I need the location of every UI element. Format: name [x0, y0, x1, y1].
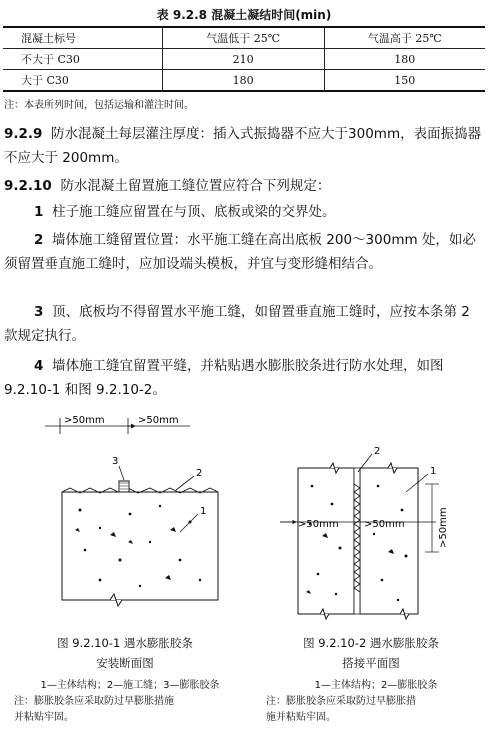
section-number: 9.2.9 [4, 126, 43, 142]
concrete-texture [75, 505, 201, 587]
item-number: 2 [34, 232, 44, 248]
table-header-cell: 混凝土标号 [3, 27, 162, 49]
item-text: 墙体施工缝留置位置：水平施工缝在高出底板 200～300mm 处，如必须留置垂直施工缝时，应加设端头模板，并宜与变形缝相结合。 [4, 232, 476, 272]
caption-line: 图 9.2.10-1 遇水膨胀胶条 [57, 636, 193, 650]
section-9-2-9 [4, 122, 486, 170]
figure-1-legend [14, 678, 246, 726]
list-item [4, 200, 486, 224]
legend-line: 1—主体结构；2—施工缝；3—膨胀胶条 [40, 680, 220, 691]
table-note: 注：本表所列时间，包括运输和灌注时间。 [4, 100, 194, 111]
dim-label-left: >50mm [64, 415, 105, 426]
list-item [4, 300, 486, 348]
item-number: 3 [34, 304, 44, 320]
dim-label-left: >50mm [298, 519, 339, 530]
item-number: 4 [34, 358, 44, 374]
item-text: 柱子施工缝应留置在与顶、底板或梁的交界处。 [52, 204, 336, 220]
label-1: 1 [200, 506, 207, 517]
setting-time-table [3, 26, 485, 92]
item-text: 顶、底板均不得留置水平施工缝，如留置垂直施工缝时，应按本条第 2 款规定执行。 [4, 304, 470, 344]
item-number: 1 [34, 204, 44, 220]
table-header-cell: 气温低于 25℃ [162, 27, 324, 49]
label-1: 1 [430, 466, 437, 477]
note-line: 并粘贴牢固。 [14, 712, 74, 723]
table-cell: 不大于 C30 [3, 49, 162, 70]
caption-line: 搭接平面图 [342, 656, 400, 670]
figure-2-diagram [270, 424, 484, 632]
list-item [4, 228, 486, 276]
note-line: 注：膨胀胶条应采取防过早膨胀措 [266, 696, 416, 707]
label-3: 3 [112, 456, 119, 467]
table-header-cell: 气温高于 25℃ [324, 27, 485, 49]
figure-1-diagram [40, 410, 250, 632]
section-text: 防水混凝土每层灌注厚度：插入式振捣器不应大于300mm，表面振捣器不应大于 200mm。 [4, 126, 482, 166]
caption-line: 图 9.2.10-2 遇水膨胀胶条 [303, 636, 439, 650]
list-item [4, 354, 486, 402]
dim-label-right: >50mm [138, 415, 179, 426]
figure-2-caption [254, 633, 488, 673]
table-title: 表 9.2.8 混凝土凝结时间(min) [156, 8, 332, 22]
dim-label-vertical: >50mm [438, 507, 449, 548]
table-row [3, 70, 485, 92]
label-2: 2 [374, 446, 381, 457]
label-2: 2 [196, 468, 203, 479]
legend-line: 1—主体结构；2—膨胀胶条 [314, 680, 438, 691]
table-cell: 150 [324, 70, 485, 92]
section-text: 防水混凝土留置施工缝位置应符合下列规定： [60, 178, 331, 194]
swelling-strip [119, 481, 129, 492]
table-cell: 大于 C30 [3, 70, 162, 92]
section-number: 9.2.10 [4, 178, 52, 194]
note-line: 注：膨胀胶条应采取防过早膨胀措施 [14, 696, 174, 707]
table-header-row [3, 27, 485, 49]
item-text: 墙体施工缝宜留置平缝，并粘贴遇水膨胀胶条进行防水处理，如图 9.2.10-1 和图 9.2.10-2。 [4, 358, 444, 398]
table-cell: 180 [162, 70, 324, 92]
table-cell: 180 [324, 49, 485, 70]
section-9-2-10 [4, 174, 486, 198]
table-row [3, 49, 485, 70]
note-line: 施并粘贴牢固。 [266, 712, 336, 723]
figure-1-caption [8, 633, 242, 673]
figure-2-legend [266, 678, 486, 726]
table-cell: 210 [162, 49, 324, 70]
dim-label-right: >50mm [364, 519, 405, 530]
caption-line: 安装断面图 [96, 656, 154, 670]
